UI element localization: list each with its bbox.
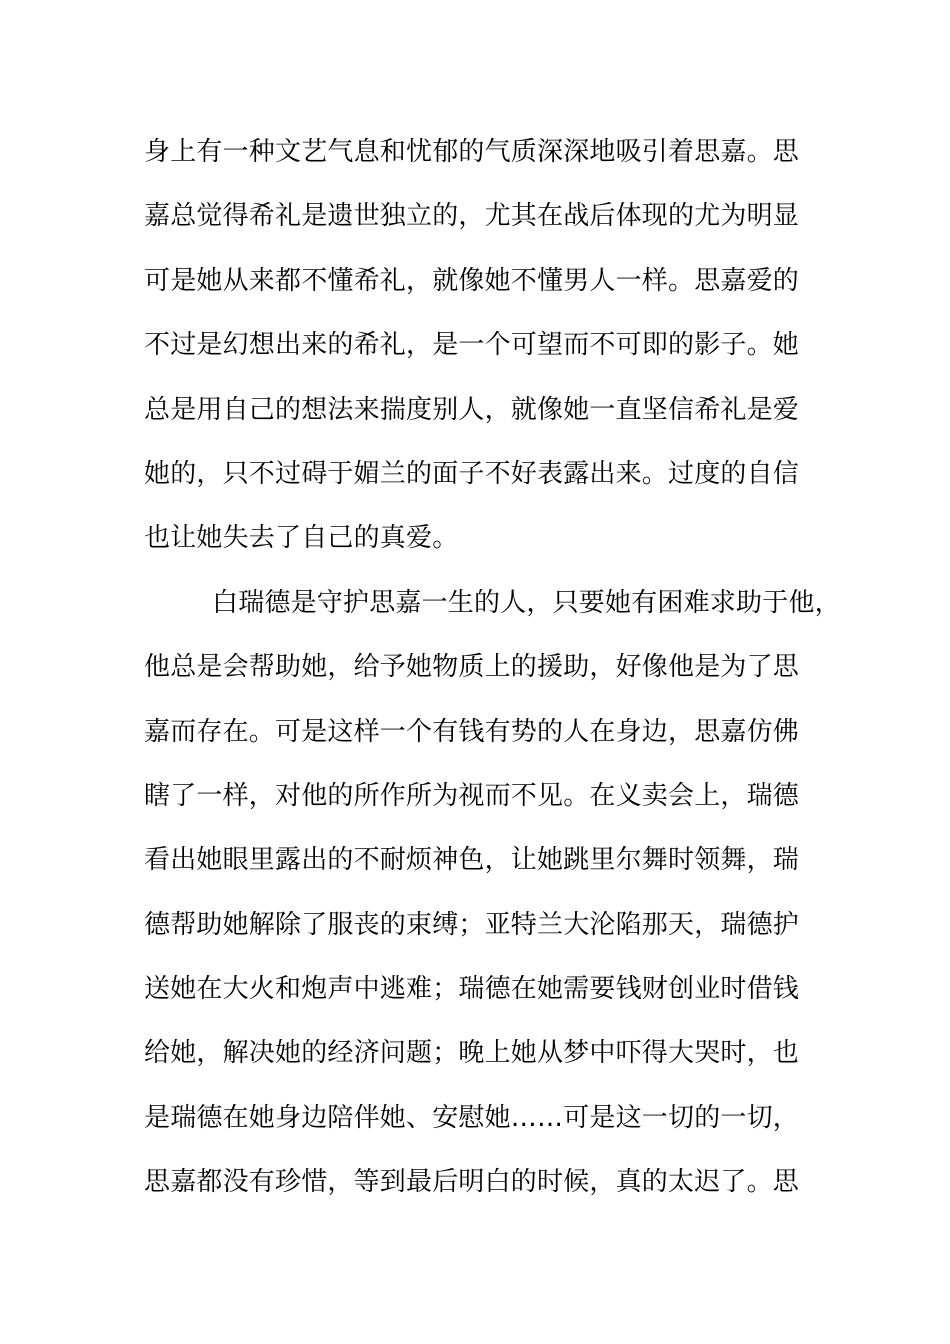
text-line: 他总是会帮助她，给予她物质上的援助，好像他是为了思 [144,652,800,683]
paragraph-start-line: 白瑞德是守护思嘉一生的人，只要她有困难求助于他， [212,587,841,618]
text-line: 瞎了一样，对他的所作所为视而不见。在义卖会上，瑞德 [144,780,800,811]
text-line: 总是用自己的想法来揣度别人，就像她一直坚信希礼是爱 [144,394,800,425]
body-text [144,120,844,1215]
text-line: 身上有一种文艺气息和忧郁的气质深深地吸引着思嘉。思 [144,137,800,167]
text-line: 看出她眼里露出的不耐烦神色，让她跳里尔舞时领舞，瑞 [144,845,800,876]
text-line: 给她，解决她的经济问题；晚上她从梦中吓得大哭时，也 [144,1038,800,1069]
text-line: 送她在大火和炮声中逃难；瑞德在她需要钱财创业时借钱 [144,974,800,1005]
text-line: 德帮助她解除了服丧的束缚；亚特兰大沦陷那天，瑞德护 [144,909,800,940]
text-line: 思嘉都没有珍惜，等到最后明白的时候，真的太迟了。思 [144,1167,800,1198]
text-line: 是瑞德在她身边陪伴她、安慰她……可是这一切的一切， [144,1102,800,1133]
text-line: 不过是幻想出来的希礼，是一个可望而不可即的影子。她 [144,330,800,361]
text-line: 也让她失去了自己的真爱。 [144,523,459,554]
text-line: 嘉而存在。可是这样一个有钱有势的人在身边，思嘉仿佛 [144,716,800,747]
text-line: 可是她从来都不懂希礼，就像她不懂男人一样。思嘉爱的 [144,265,800,296]
text-line: 她的，只不过碍于媚兰的面子不好表露出来。过度的自信 [144,458,800,489]
text-line: 嘉总觉得希礼是遗世独立的，尤其在战后体现的尤为明显 [144,201,800,232]
